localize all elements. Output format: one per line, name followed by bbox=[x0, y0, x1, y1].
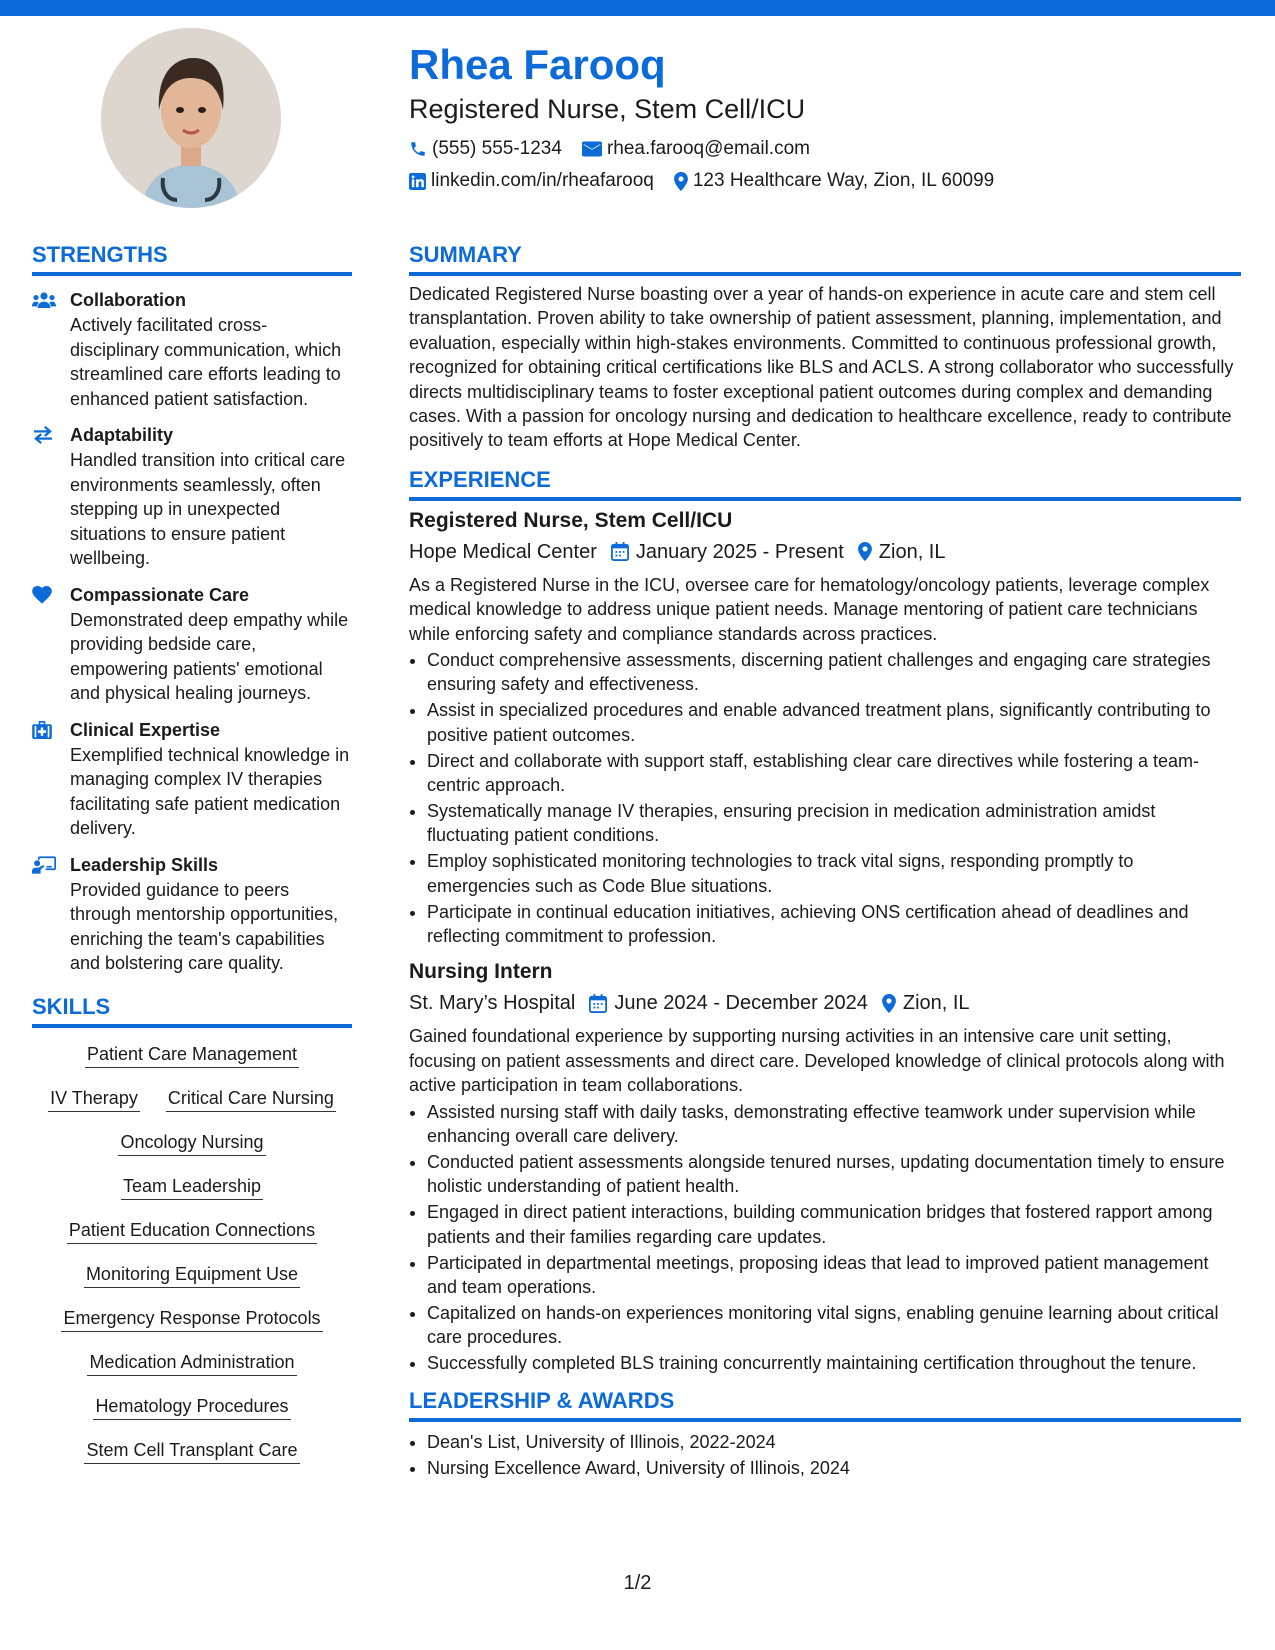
skill-tag: Patient Care Management bbox=[85, 1042, 299, 1068]
skills-heading: SKILLS bbox=[32, 992, 352, 1028]
linkedin-icon bbox=[409, 173, 426, 190]
address-text: 123 Healthcare Way, Zion, IL 60099 bbox=[692, 170, 995, 191]
skill-tag: IV Therapy bbox=[48, 1086, 140, 1112]
job-title: Nursing Intern bbox=[409, 960, 553, 984]
job-description: Gained foundational experience by supporting nursing activities in an intensive care unit setting, focusing on patient assessments and direct care. Developed knowledge of clinical protocols along with active participation in team collaborations. bbox=[409, 1026, 1225, 1096]
skill-tag: Monitoring Equipment Use bbox=[84, 1262, 300, 1288]
top-accent-bar bbox=[0, 0, 1275, 16]
strength-title: Clinical Expertise bbox=[70, 719, 221, 740]
job-dates-text: January 2025 - Present bbox=[635, 540, 844, 563]
list-item: • Conduct comprehensive assessments, discerning patient challenges and engaging care strategies ensuring safety and effectiveness. bbox=[427, 648, 1241, 697]
list-item: • Systematically manage IV therapies, ensuring precision in medication administration amidst fluctuating patient conditions. bbox=[427, 799, 1241, 848]
awards-heading: LEADERSHIP & AWARDS bbox=[409, 1386, 1241, 1422]
calendar-icon bbox=[611, 542, 629, 561]
calendar-icon bbox=[589, 994, 607, 1013]
chalkboard-teacher-icon bbox=[32, 856, 56, 874]
list-item: • Participated in departmental meetings, proposing ideas that lead to improved patient management and team operations. bbox=[427, 1251, 1241, 1300]
list-item: • Nursing Excellence Award, University of Illinois, 2024 bbox=[427, 1456, 1241, 1480]
skill-tag: Team Leadership bbox=[121, 1174, 263, 1200]
summary-heading: SUMMARY bbox=[409, 240, 1241, 276]
users-icon bbox=[32, 291, 56, 309]
skill-row bbox=[32, 1130, 352, 1156]
strength-desc: Provided guidance to peers through mentorship opportunities, enriching the team's capabilities and bolstering care quality. bbox=[70, 879, 339, 973]
profile-photo bbox=[101, 28, 281, 208]
job-location bbox=[882, 988, 970, 1018]
email-text[interactable]: rhea.farooq@email.com bbox=[606, 138, 810, 159]
job-title: Registered Nurse, Stem Cell/ICU bbox=[409, 508, 733, 532]
left-column bbox=[32, 240, 352, 1482]
envelope-icon bbox=[582, 141, 602, 157]
strength-item bbox=[32, 583, 352, 706]
skill-row bbox=[32, 1086, 352, 1112]
strength-item bbox=[32, 423, 352, 571]
avatar-portrait bbox=[101, 28, 281, 208]
job-meta bbox=[409, 537, 1241, 567]
skill-tag: Stem Cell Transplant Care bbox=[84, 1438, 299, 1464]
right-column bbox=[409, 240, 1241, 1490]
list-item: • Conducted patient assessments alongside tenured nurses, updating documentation timely to ensure holistic understanding of patient health. bbox=[427, 1150, 1241, 1199]
list-item: • Assist in specialized procedures and enable advanced treatment plans, significantly contributing to positive patient outcomes. bbox=[427, 698, 1241, 747]
list-item: • Successfully completed BLS training concurrently maintaining certification throughout the tenure. bbox=[427, 1351, 1241, 1375]
map-pin-icon bbox=[674, 172, 688, 191]
list-item: • Employ sophisticated monitoring technologies to track vital signs, responding promptly to emergencies such as Code Blue situations. bbox=[427, 849, 1241, 898]
job-entry bbox=[409, 958, 1241, 1375]
arrows-exchange-icon bbox=[32, 426, 54, 444]
summary-text: Dedicated Registered Nurse boasting over a year of hands-on experience in acute care and stem cell transplantation. Proven ability to take ownership of patient assessment, planning, implementation, and evaluation, especially within high-stakes environments. Committed to continuous professional growth, recognized for obtaining critical certifications like BLS and ACLS. A strong collaborator who successfully directs multidisciplinary teams to foster exceptional patient outcomes during complex and demanding cases. With a passion for oncology nursing and dedication to healthcare excellence, ready to contribute positively to team efforts at Hope Medical Center. bbox=[409, 284, 1234, 451]
job-dates-text: June 2024 - December 2024 bbox=[614, 992, 868, 1015]
strength-desc: Actively facilitated cross-disciplinary communication, which streamlined care efforts leading to enhanced patient satisfaction. bbox=[70, 315, 342, 409]
candidate-name: Rhea Farooq bbox=[409, 41, 666, 88]
contact-address bbox=[674, 166, 994, 196]
medkit-icon bbox=[32, 721, 52, 739]
skill-row bbox=[32, 1394, 352, 1420]
map-pin-icon bbox=[858, 542, 872, 561]
skill-row bbox=[32, 1174, 352, 1200]
list-item: • Dean's List, University of Illinois, 2022-2024 bbox=[427, 1430, 1241, 1454]
skill-tag: Emergency Response Protocols bbox=[61, 1306, 322, 1332]
list-item: • Assisted nursing staff with daily tasks, demonstrating effective teamwork under supervision while enhancing overall care delivery. bbox=[427, 1100, 1241, 1149]
skill-tag: Critical Care Nursing bbox=[166, 1086, 336, 1112]
awards-list bbox=[409, 1430, 1241, 1480]
linkedin-text[interactable]: linkedin.com/in/rheafarooq bbox=[431, 170, 654, 191]
strength-desc: Demonstrated deep empathy while providing bedside care, empowering patients' emotional and physical healing journeys. bbox=[70, 609, 349, 703]
job-dates bbox=[611, 537, 844, 567]
strength-item bbox=[32, 718, 352, 841]
strength-title: Leadership Skills bbox=[70, 854, 219, 875]
skill-row bbox=[32, 1350, 352, 1376]
resume-header bbox=[409, 40, 1229, 198]
strengths-heading: STRENGTHS bbox=[32, 240, 352, 276]
job-location-text: Zion, IL bbox=[902, 992, 970, 1015]
job-location bbox=[858, 537, 946, 567]
job-bullets bbox=[409, 648, 1241, 948]
skill-tag: Oncology Nursing bbox=[118, 1130, 265, 1156]
list-item: • Engaged in direct patient interactions, building communication bridges that fostered rapport among patients and their families regarding care updates. bbox=[427, 1200, 1241, 1249]
strength-item bbox=[32, 288, 352, 411]
contact-row-1 bbox=[409, 134, 1229, 164]
job-meta bbox=[409, 988, 1241, 1018]
job-bullets bbox=[409, 1100, 1241, 1376]
strength-desc: Handled transition into critical care environments seamlessly, often stepping up in unexpected situations to ensure patient wellbeing. bbox=[70, 450, 346, 568]
strength-desc: Exemplified technical knowledge in managing complex IV therapies facilitating safe patient medication delivery. bbox=[70, 744, 350, 838]
strength-title: Adaptability bbox=[70, 425, 174, 445]
skill-tag: Hematology Procedures bbox=[93, 1394, 290, 1420]
skill-row bbox=[32, 1042, 352, 1068]
job-entry bbox=[409, 507, 1241, 949]
phone-text: (555) 555-1234 bbox=[432, 138, 562, 159]
strength-item bbox=[32, 853, 352, 976]
skill-tag: Medication Administration bbox=[87, 1350, 296, 1376]
skill-row bbox=[32, 1438, 352, 1464]
heart-icon bbox=[32, 586, 52, 604]
contact-email[interactable] bbox=[582, 134, 810, 164]
list-item: • Direct and collaborate with support staff, establishing clear care directives while fostering a team-centric approach. bbox=[427, 749, 1241, 798]
skill-row bbox=[32, 1218, 352, 1244]
skill-row bbox=[32, 1262, 352, 1288]
list-item: • Participate in continual education initiatives, achieving ONS certification ahead of deadlines and reflecting commitment to profession. bbox=[427, 900, 1241, 949]
strength-title: Collaboration bbox=[70, 290, 186, 310]
job-company: Hope Medical Center bbox=[409, 540, 597, 563]
skill-row bbox=[32, 1306, 352, 1332]
job-company: St. Mary’s Hospital bbox=[409, 992, 576, 1015]
skill-tag: Patient Education Connections bbox=[67, 1218, 317, 1244]
phone-icon bbox=[409, 140, 427, 158]
experience-heading: EXPERIENCE bbox=[409, 465, 1241, 501]
strength-title: Compassionate Care bbox=[70, 584, 250, 605]
skills-list bbox=[32, 1042, 352, 1464]
job-location-text: Zion, IL bbox=[878, 540, 946, 563]
contact-phone bbox=[409, 134, 562, 164]
candidate-role: Registered Nurse, Stem Cell/ICU bbox=[409, 94, 806, 124]
job-dates bbox=[589, 988, 868, 1018]
page-number: 1/2 bbox=[623, 1572, 652, 1594]
map-pin-icon bbox=[882, 994, 896, 1013]
strengths-list bbox=[32, 288, 352, 976]
contact-row-2 bbox=[409, 166, 1229, 196]
contact-linkedin[interactable] bbox=[409, 166, 654, 196]
list-item: • Capitalized on hands-on experiences monitoring vital signs, enabling genuine learning about critical care procedures. bbox=[427, 1301, 1241, 1350]
job-description: As a Registered Nurse in the ICU, oversee care for hematology/oncology patients, leverage complex medical knowledge to address unique patient needs. Manage mentoring of patient care technicians while enforcing safety and compliance standards across practices. bbox=[409, 574, 1210, 644]
